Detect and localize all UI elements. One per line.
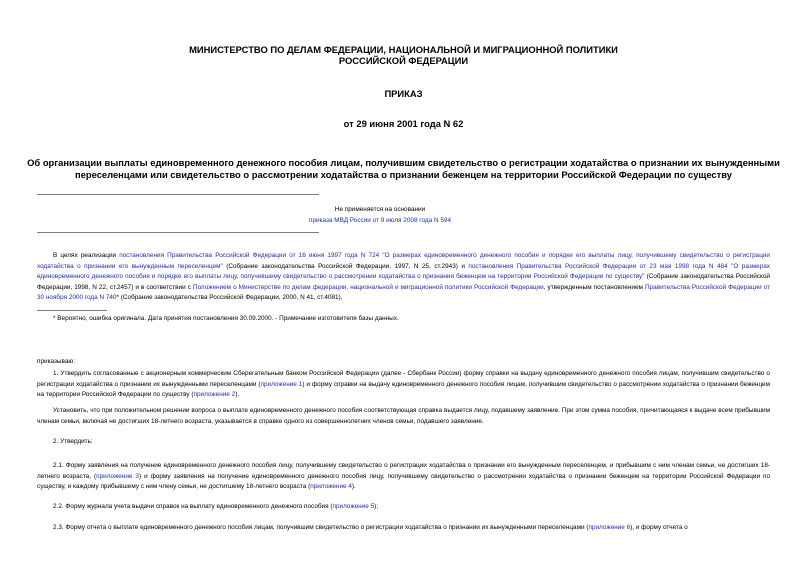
- footnote: * Вероятно, ошибка оригинала. Дата принятия постановления 30.09.2000. - Примечание изготовителя базы данных.: [53, 315, 399, 322]
- link-postanovlenie-740[interactable]: Правительства Российской Федерации от 30 ноября 2000 года N 740: [37, 283, 770, 302]
- item-2-3-text-1: 2.3. Форму отчета о выплате единовременного денежного пособия лицам, получившим свидетельство о регистрации ходатайства о признании их вынужденными переселенцами (: [53, 524, 589, 531]
- doc-type: ПРИКАЗ: [384, 88, 423, 99]
- divider-top: [37, 194, 319, 195]
- item-2-2-text-1: 2.2. Форму журнала учета выдачи справок на выплату единовременного денежного пособия (: [53, 503, 333, 510]
- item-2-2-paragraph: [37, 502, 770, 513]
- preamble-text-1: В целях реализации: [53, 252, 120, 259]
- preamble-paragraph: [37, 251, 770, 304]
- item-2-1-text-1: 2.1. Форму заявления на получение единовременного денежного пособия лицу, получившему свидетельство о регистрации ходатайства о признании его вынужденным переселенцем, и прибывшим с ним членам семьи, не достигших 18-летнего возраста, (: [37, 462, 770, 480]
- link-appendix-6[interactable]: приложение 6: [588, 524, 631, 531]
- link-postanovlenie-484[interactable]: постановления Правительства Российской Федерации от 23 мая 1998 года N 484 "О размерах единовременного денежного пособия и порядке его выплаты лицу, получившему свидетельство о рассмотрении ходатайства о признании беженцем на территории Российской Федерации по существу": [37, 262, 770, 281]
- doc-date: от 29 июня 2001 года N 62: [343, 118, 464, 129]
- item-2-3-paragraph: [37, 523, 770, 534]
- item-1-text-1: 1. Утвердить согласованные с акционерным коммерческим Сберегательным банком Российской Федерации (далее - Сбербанк России) форму справки на выдачу единовременного денежного пособия лицам, получившим свидетельство о регистрации ходатайства о признании их вынужденными переселенцами (: [37, 370, 770, 388]
- divider-bottom: [37, 232, 319, 233]
- item-2-heading: 2. Утвердить:: [53, 438, 93, 445]
- item-1-text-2: ) и форму справки на выдачу единовременного денежного пособия лицам, получившим свидетельство о рассмотрении ходатайства о признании беженцем на территории Российской Федерации по существу (: [37, 380, 771, 399]
- footnote-rule: [37, 310, 107, 311]
- status-note: [230, 204, 530, 226]
- item-2-2-text-2: );: [374, 503, 379, 510]
- link-postanovlenie-724[interactable]: постановления Правительства Российской Федерации от 16 июня 1997 года N 724 "О размерах единовременного денежного пособия и порядке его выплаты лицу, получившему свидетельство о регистрации ходатайства о признании его вынужденным переселенцем": [37, 252, 770, 270]
- ministry-line-1: МИНИСТЕРСТВО ПО ДЕЛАМ ФЕДЕРАЦИИ, НАЦИОНАЛЬНОЙ И МИГРАЦИОННОЙ ПОЛИТИКИ: [189, 44, 618, 55]
- preamble-text-4: , утвержденным постановлением: [543, 283, 645, 291]
- ministry-line-2: РОССИЙСКОЙ ФЕДЕРАЦИИ: [338, 55, 469, 66]
- item-1-text-3: ).: [235, 391, 240, 399]
- item-2-3-text-2: ), и форму отчета о: [630, 524, 688, 531]
- preamble-text-2: (Собрание законодательства Российской Федерации, 1997, N 25, ст.2943) и: [222, 262, 469, 270]
- item-2-1-text-3: ).: [351, 483, 356, 491]
- link-appendix-4[interactable]: приложение 4: [310, 483, 352, 491]
- preamble-text-5: * (Собрание законодательства Российской Федерации, 2000, N 41, ст.4081),: [116, 294, 343, 302]
- link-appendix-3[interactable]: приложение 3: [96, 472, 139, 480]
- link-polozhenie[interactable]: Положением о Министерстве по делам федерации, национальной и миграционной политики Российской Федерации: [192, 283, 544, 291]
- establish-paragraph: Установить, что при положительном решении вопроса о выплате единовременного денежного пособия соответствующая справка выдается лицу, подавшему заявление. При этом сумма пособия, причитающаяся к выдаче всем прибывшим членам семьи, включая не достигших 18-летнего возраста, указывается в справке одного из совершеннолетних членов семьи, подавшего заявление.: [37, 407, 770, 425]
- status-note-text: Не применяется на основании: [334, 206, 426, 213]
- item-1-paragraph: [37, 369, 770, 401]
- preamble-text-3: (Собрание законодательства Российской Федерации, 1998, N 22, ст.2457) и в соответствии с: [37, 273, 770, 291]
- order-word: приказываю:: [37, 358, 75, 365]
- item-2-1-text-2: ) и форму заявления на получение единовременного денежного пособия лицу, получившему свидетельство о рассмотрении ходатайства о признании беженцем на территории Российской Федерации по существу, и каждому прибывшему с ним члену семьи, не достигшему 18-летнего возраста (: [37, 472, 771, 491]
- item-2-1-paragraph: [37, 461, 770, 493]
- status-note-link[interactable]: приказа МВД России от 9 июля 2008 года N 594: [309, 217, 451, 224]
- link-appendix-2[interactable]: приложение 2: [193, 391, 236, 399]
- doc-title: Об организации выплаты единовременного денежного пособия лицам, получившим свидетельство о регистрации ходатайства о признании их вынужденными переселенцами или свидетельство о рассмотрении ходатайства о признании беженцем на территории Российской Федерации по существу: [27, 157, 780, 180]
- ministry-heading: [0, 44, 807, 66]
- link-appendix-5[interactable]: приложение 5: [332, 503, 375, 510]
- link-appendix-1[interactable]: приложение 1: [260, 380, 303, 388]
